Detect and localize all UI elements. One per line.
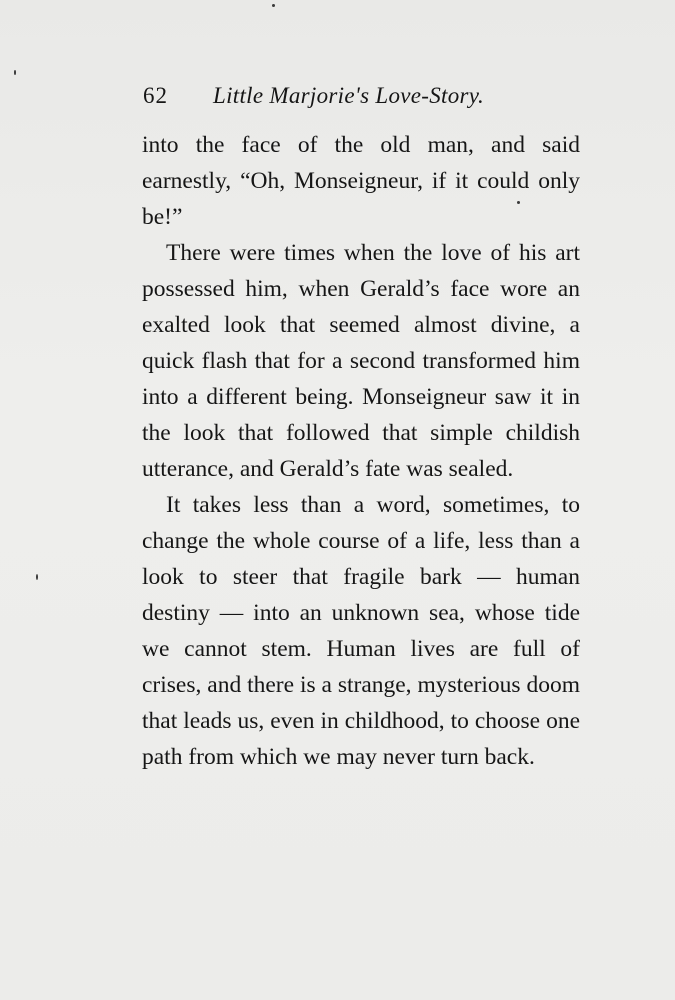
paper-speck [36,574,38,580]
paper-speck [272,4,275,7]
paper-speck [14,70,16,75]
paper-speck [517,201,520,204]
paragraph-2: There were times when the love of his art possessed him, when Gerald’s face wore an exalted look that seemed almost divine, a quick flash that for a second transformed him into a different being. Monseigneur saw it in the look that followed that simple childish utterance, and Gerald’s fate was sealed. [142,240,580,482]
running-header [143,78,543,114]
page-number: 62 [143,83,168,108]
paragraph-1: into the face of the old man, and said earnestly, “Oh, Monseigneur, if it could only be!” [142,132,580,230]
body-text [142,127,580,775]
running-title: Little Marjorie's Love-Story. [213,83,485,108]
paragraph-3: It takes less than a word, sometimes, to change the whole course of a life, less than a look to steer that fragile bark — human destiny — into an unknown sea, whose tide we cannot stem. Human lives are full of crises, and there is a strange, mysterious doom that leads us, even in childhood, to choose one path from which we may never turn back. [142,492,580,770]
